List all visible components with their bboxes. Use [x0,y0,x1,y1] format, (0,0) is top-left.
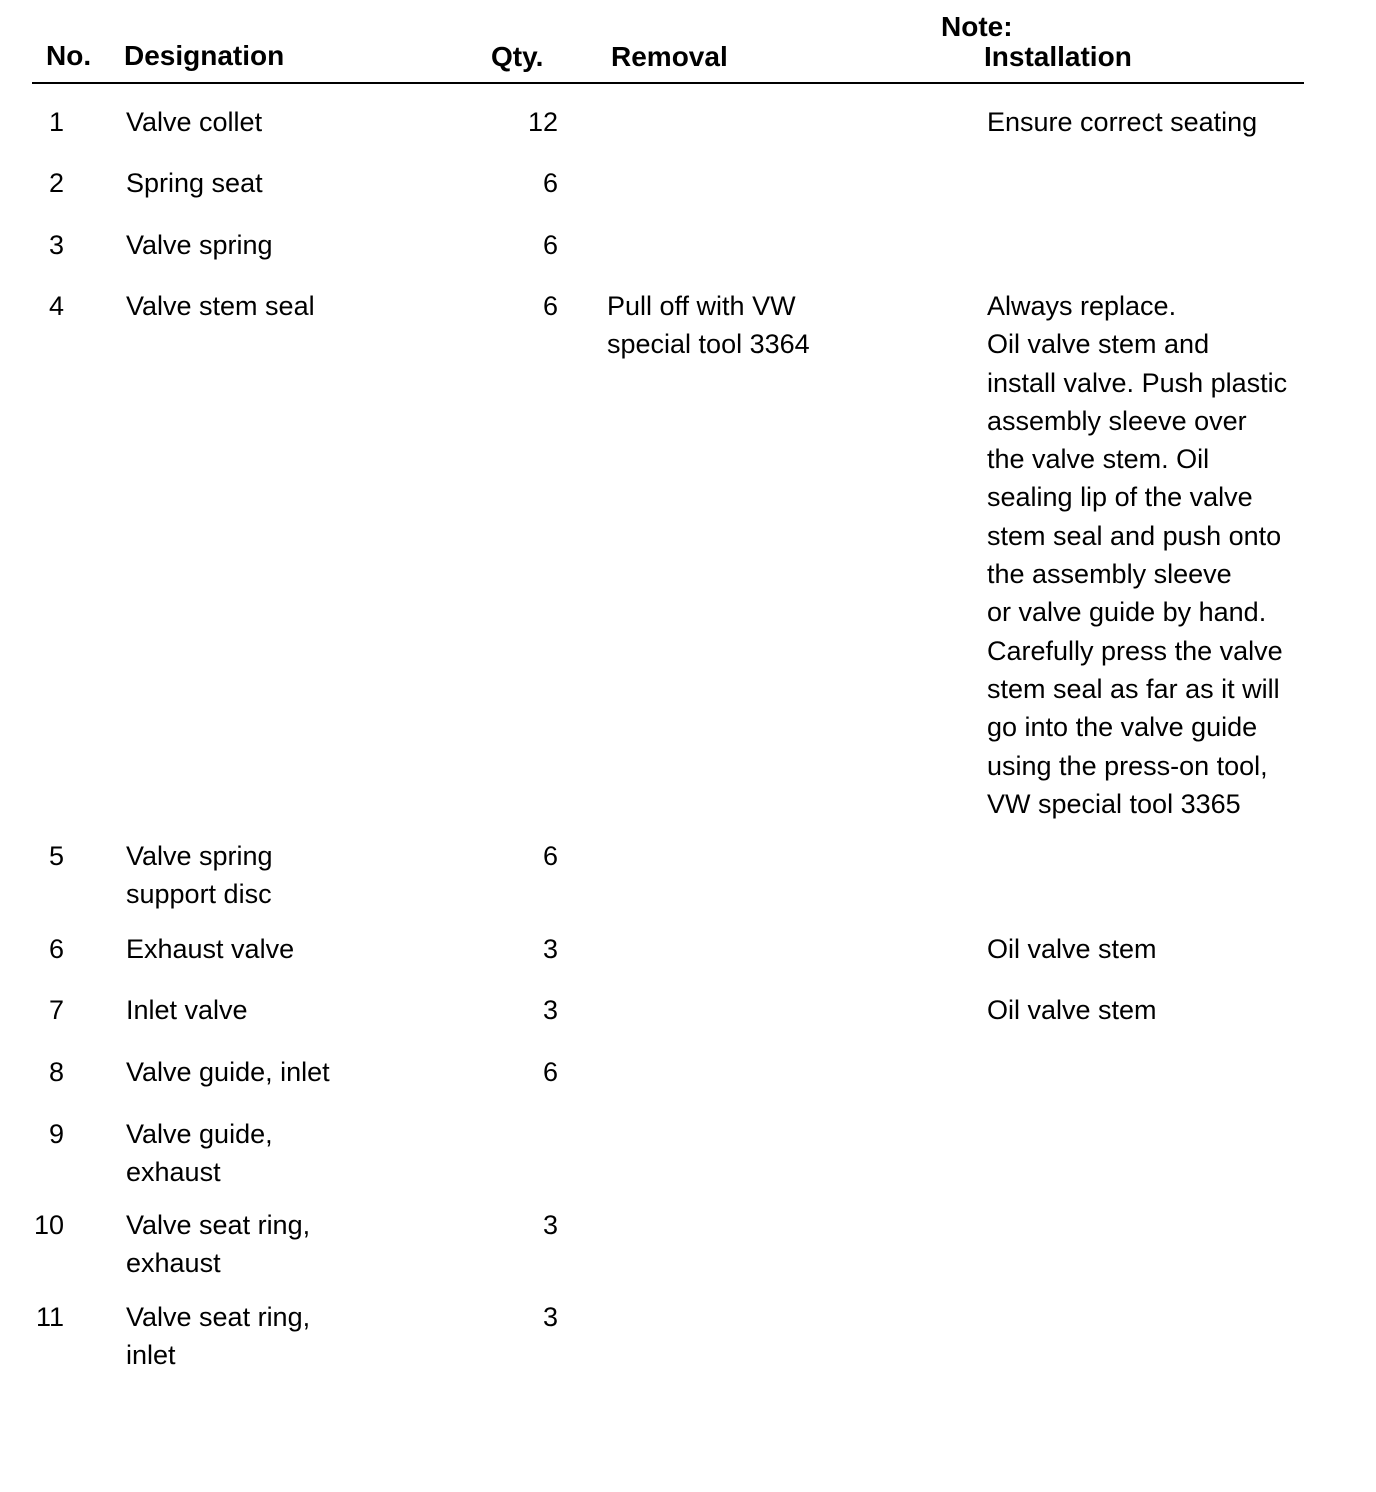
header-designation: Designation [124,40,285,71]
header-installation: Installation [984,41,1132,72]
row-qty: 6 [542,841,558,871]
row-designation: Valve spring [126,230,273,260]
row-installation: Oil valve stem [987,934,1157,964]
row-qty: 3 [542,1210,558,1240]
row-number: 1 [48,107,64,137]
row-installation: Always replace. Oil valve stem and install valve. Push plastic assembly sleeve over the valve stem. Oil sealing lip of the valve stem seal and push onto the assembly sleeve or valve guide by hand. Carefully press the valve stem seal as far as it will go into the valve guide using the press-on tool, VW special tool 3365 [987,291,1288,819]
row-qty: 6 [542,230,558,260]
row-number: 7 [48,995,64,1025]
row-number: 3 [48,230,64,260]
row-number: 4 [48,291,64,321]
row-qty: 6 [542,291,558,321]
header-no: No. [46,40,92,71]
row-designation: Valve seat ring, inlet [126,1302,311,1371]
row-designation: Valve guide, inlet [126,1057,330,1087]
row-installation: Ensure correct seating [987,107,1258,137]
row-number: 9 [48,1119,64,1149]
header-qty: Qty. [491,41,544,72]
row-number: 11 [35,1302,64,1332]
row-qty: 6 [542,1057,558,1087]
row-qty: 3 [542,934,558,964]
row-qty: 6 [542,168,558,198]
row-designation: Valve guide, exhaust [126,1119,273,1188]
row-designation: Spring seat [126,168,263,198]
header-removal: Removal [611,41,728,72]
row-number: 8 [48,1057,64,1087]
header-note: Note: [941,11,1013,42]
row-installation: Oil valve stem [987,995,1157,1025]
row-number: 2 [48,168,64,198]
row-designation: Valve collet [126,107,263,137]
row-qty: 12 [527,107,558,137]
row-qty: 3 [542,1302,558,1332]
header-rule [32,82,1304,84]
row-designation: Valve stem seal [126,291,315,321]
row-designation: Valve seat ring, exhaust [126,1210,311,1279]
row-designation: Valve spring support disc [126,841,273,910]
row-number: 5 [48,841,64,871]
row-number: 6 [48,934,64,964]
row-designation: Inlet valve [126,995,248,1025]
row-removal: Pull off with VW special tool 3364 [607,291,810,360]
row-designation: Exhaust valve [126,934,295,964]
row-number: 10 [33,1210,64,1240]
row-qty: 3 [542,995,558,1025]
